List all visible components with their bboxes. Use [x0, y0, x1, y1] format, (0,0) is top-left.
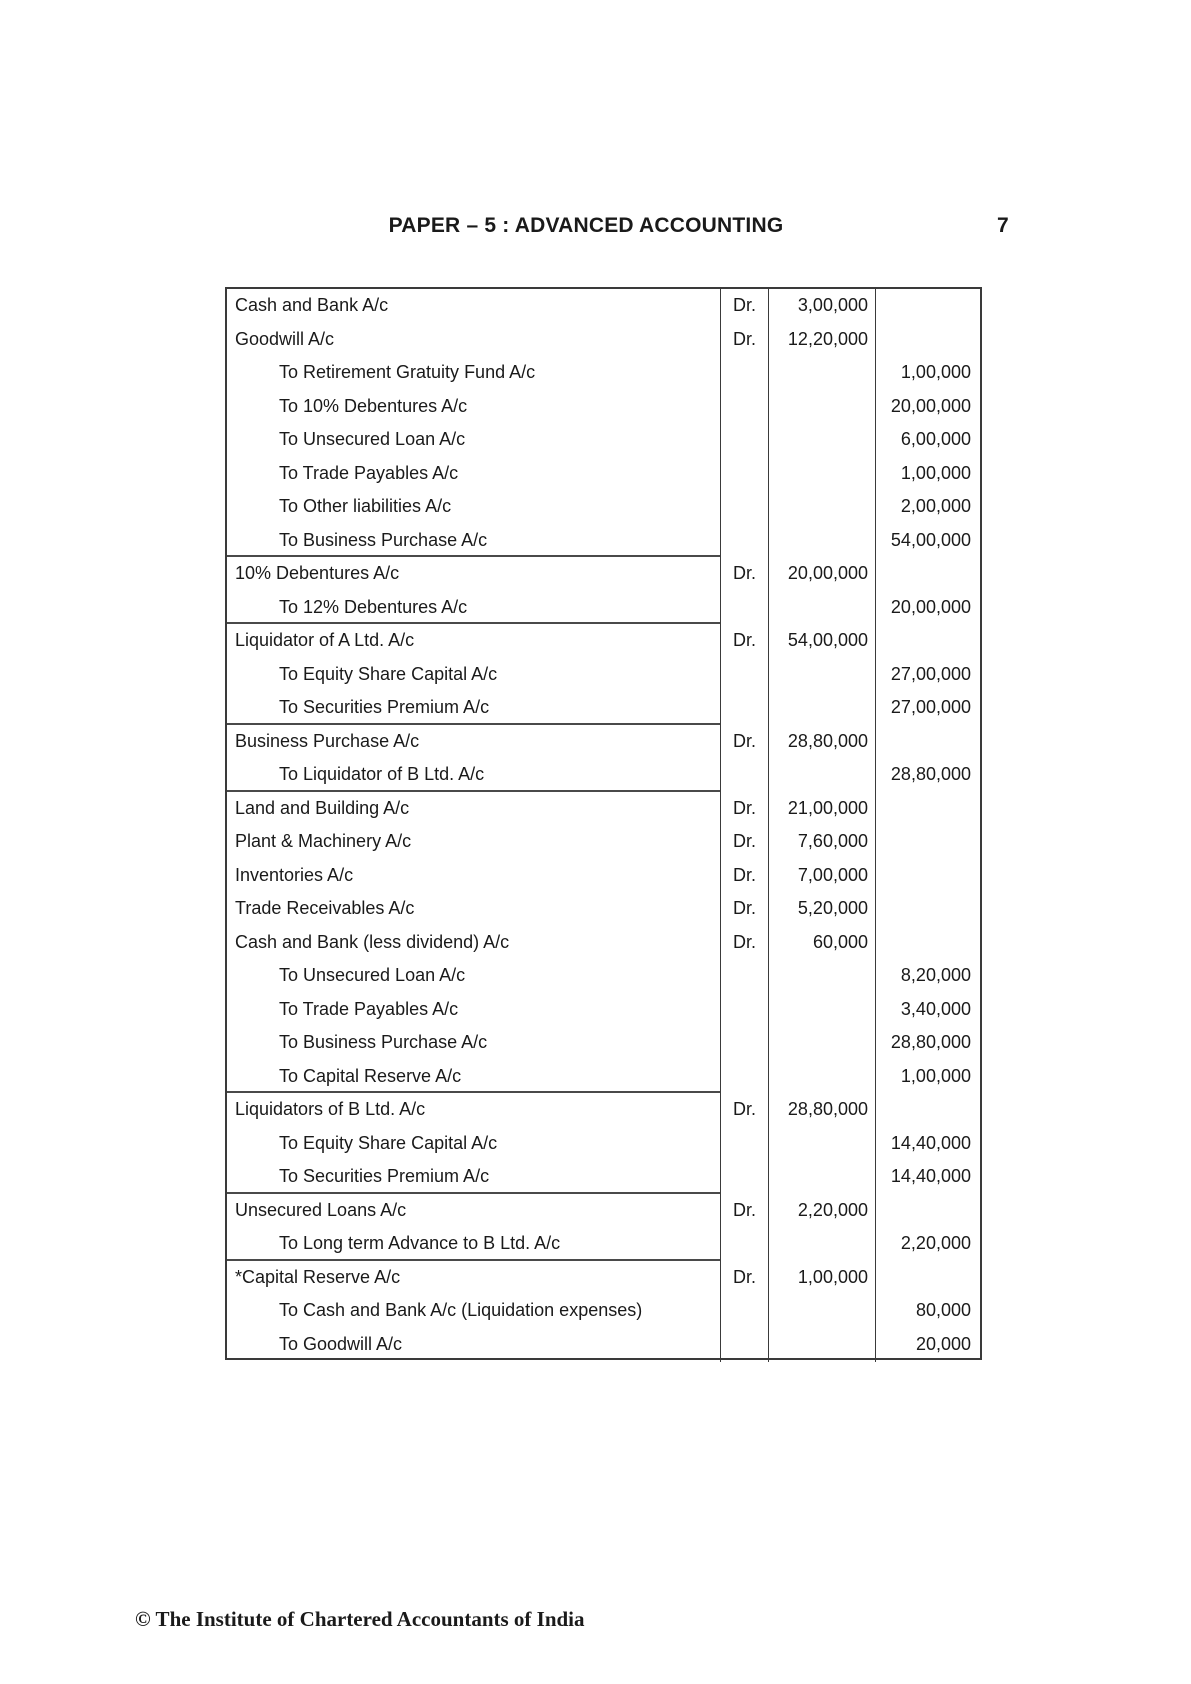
- journal-row-dr-label: [720, 1127, 768, 1161]
- journal-row-credit-amount: [875, 557, 980, 591]
- journal-row-dr-label: Dr.: [720, 289, 768, 323]
- journal-row-particulars: 10% Debentures A/c: [235, 563, 400, 584]
- journal-row-credit-amount: [875, 725, 980, 759]
- journal-row-particulars: To Long term Advance to B Ltd. A/c: [227, 1227, 720, 1261]
- journal-row-dr-label: Dr.: [720, 557, 768, 591]
- journal-row-particulars: Plant & Machinery A/c: [235, 831, 412, 852]
- journal-row-dr-label: [720, 457, 768, 491]
- journal-row-debit-amount: [768, 1294, 875, 1328]
- journal-row-credit-amount: 20,00,000: [875, 390, 980, 424]
- journal-row-dr-label: Dr.: [720, 892, 768, 926]
- journal-row-credit-amount: 28,80,000: [875, 1026, 980, 1060]
- journal-row-debit-amount: 28,80,000: [768, 725, 875, 759]
- journal-row-debit-amount: [768, 490, 875, 524]
- journal-row-debit-amount: [768, 1026, 875, 1060]
- journal-row-particulars: To Equity Share Capital A/c: [279, 663, 498, 684]
- journal-row-dr-label: [720, 1328, 768, 1362]
- journal-row-particulars: To Unsecured Loan A/c: [279, 965, 466, 986]
- journal-row-particulars: To Trade Payables A/c: [279, 462, 459, 483]
- journal-row-particulars: To Capital Reserve A/c: [227, 1060, 720, 1094]
- journal-row-credit-amount: 80,000: [875, 1294, 980, 1328]
- journal-row-credit-amount: 1,00,000: [875, 457, 980, 491]
- journal-row-credit-amount: 20,000: [875, 1328, 980, 1362]
- journal-row-debit-amount: 7,00,000: [768, 859, 875, 893]
- journal-row-credit-amount: [875, 1194, 980, 1228]
- journal-row-dr-label: [720, 691, 768, 725]
- journal-row-credit-amount: 3,40,000: [875, 993, 980, 1027]
- journal-row-credit-amount: 27,00,000: [875, 691, 980, 725]
- journal-row-credit-amount: 14,40,000: [875, 1127, 980, 1161]
- journal-row-debit-amount: 5,20,000: [768, 892, 875, 926]
- journal-row-credit-amount: 6,00,000: [875, 423, 980, 457]
- journal-row-debit-amount: [768, 1328, 875, 1362]
- journal-row-particulars: Cash and Bank (less dividend) A/c: [235, 931, 510, 952]
- journal-row-credit-amount: 54,00,000: [875, 524, 980, 558]
- journal-row-credit-amount: 28,80,000: [875, 758, 980, 792]
- journal-row-credit-amount: 8,20,000: [875, 959, 980, 993]
- journal-row-debit-amount: [768, 356, 875, 390]
- journal-row-dr-label: [720, 758, 768, 792]
- journal-row-credit-amount: [875, 323, 980, 357]
- journal-row-dr-label: Dr.: [720, 725, 768, 759]
- journal-row-dr-label: [720, 1160, 768, 1194]
- journal-row-particulars: To Other liabilities A/c: [279, 496, 452, 517]
- journal-row-debit-amount: [768, 758, 875, 792]
- journal-row-dr-label: Dr.: [720, 792, 768, 826]
- journal-row-dr-label: [720, 993, 768, 1027]
- journal-row-dr-label: Dr.: [720, 1093, 768, 1127]
- journal-row-particulars: To Retirement Gratuity Fund A/c: [279, 362, 536, 383]
- journal-row-credit-amount: 20,00,000: [875, 591, 980, 625]
- journal-row-debit-amount: 60,000: [768, 926, 875, 960]
- journal-row-dr-label: [720, 1294, 768, 1328]
- journal-row-debit-amount: [768, 1160, 875, 1194]
- journal-row-debit-amount: [768, 524, 875, 558]
- footer-copyright: © The Institute of Chartered Accountants of India: [135, 1607, 585, 1631]
- journal-row-dr-label: [720, 959, 768, 993]
- journal-row-particulars: To Trade Payables A/c: [279, 998, 459, 1019]
- journal-row-particulars: To Goodwill A/c: [279, 1333, 403, 1354]
- journal-row-debit-amount: 21,00,000: [768, 792, 875, 826]
- journal-row-debit-amount: 7,60,000: [768, 825, 875, 859]
- journal-row-particulars: Land and Building A/c: [235, 797, 410, 818]
- journal-row-credit-amount: [875, 624, 980, 658]
- journal-row-debit-amount: [768, 691, 875, 725]
- journal-row-dr-label: Dr.: [720, 859, 768, 893]
- journal-row-credit-amount: 2,20,000: [875, 1227, 980, 1261]
- journal-row-dr-label: Dr.: [720, 1261, 768, 1295]
- journal-row-debit-amount: 20,00,000: [768, 557, 875, 591]
- journal-row-debit-amount: [768, 1060, 875, 1094]
- journal-row-dr-label: Dr.: [720, 323, 768, 357]
- journal-row-particulars: Trade Receivables A/c: [235, 898, 415, 919]
- journal-row-dr-label: [720, 390, 768, 424]
- journal-row-dr-label: Dr.: [720, 1194, 768, 1228]
- journal-row-credit-amount: 1,00,000: [875, 1060, 980, 1094]
- journal-row-credit-amount: [875, 792, 980, 826]
- journal-row-debit-amount: [768, 457, 875, 491]
- journal-row-credit-amount: [875, 1093, 980, 1127]
- page-title: PAPER – 5 : ADVANCED ACCOUNTING: [388, 214, 784, 237]
- journal-row-particulars: To Cash and Bank A/c (Liquidation expenses): [279, 1300, 643, 1321]
- journal-row-debit-amount: 54,00,000: [768, 624, 875, 658]
- journal-row-particulars: To Liquidator of B Ltd. A/c: [227, 758, 720, 792]
- journal-row-particulars: Liquidator of A Ltd. A/c: [235, 630, 415, 651]
- journal-row-credit-amount: 2,00,000: [875, 490, 980, 524]
- journal-row-dr-label: Dr.: [720, 624, 768, 658]
- journal-row-dr-label: [720, 1227, 768, 1261]
- journal-row-debit-amount: [768, 390, 875, 424]
- journal-row-credit-amount: [875, 926, 980, 960]
- journal-row-dr-label: Dr.: [720, 825, 768, 859]
- journal-row-particulars: Goodwill A/c: [235, 328, 335, 349]
- journal-row-dr-label: [720, 1026, 768, 1060]
- journal-row-particulars: To Business Purchase A/c: [227, 524, 720, 558]
- journal-row-dr-label: [720, 1060, 768, 1094]
- journal-row-debit-amount: [768, 1227, 875, 1261]
- journal-row-debit-amount: [768, 1127, 875, 1161]
- journal-row-credit-amount: 14,40,000: [875, 1160, 980, 1194]
- journal-row-particulars: To Unsecured Loan A/c: [279, 429, 466, 450]
- journal-row-dr-label: [720, 490, 768, 524]
- journal-row-particulars: Liquidators of B Ltd. A/c: [235, 1099, 426, 1120]
- journal-row-particulars: To Equity Share Capital A/c: [279, 1132, 498, 1153]
- journal-row-dr-label: [720, 423, 768, 457]
- journal-row-dr-label: [720, 658, 768, 692]
- journal-row-particulars: *Capital Reserve A/c: [235, 1266, 401, 1287]
- journal-row-dr-label: [720, 591, 768, 625]
- journal-row-particulars: To 10% Debentures A/c: [279, 395, 468, 416]
- journal-row-debit-amount: 12,20,000: [768, 323, 875, 357]
- page-number: 7: [997, 214, 1009, 237]
- journal-row-debit-amount: [768, 423, 875, 457]
- journal-row-debit-amount: 3,00,000: [768, 289, 875, 323]
- journal-row-credit-amount: [875, 892, 980, 926]
- journal-row-credit-amount: [875, 859, 980, 893]
- journal-row-dr-label: [720, 356, 768, 390]
- journal-row-debit-amount: [768, 993, 875, 1027]
- journal-row-debit-amount: 2,20,000: [768, 1194, 875, 1228]
- journal-row-credit-amount: [875, 825, 980, 859]
- journal-row-debit-amount: [768, 591, 875, 625]
- journal-row-particulars: To 12% Debentures A/c: [227, 591, 720, 625]
- journal-row-debit-amount: [768, 658, 875, 692]
- journal-row-particulars: Business Purchase A/c: [235, 730, 420, 751]
- journal-row-dr-label: Dr.: [720, 926, 768, 960]
- journal-row-dr-label: [720, 524, 768, 558]
- journal-entries-table: [225, 287, 982, 1360]
- journal-row-particulars: To Securities Premium A/c: [227, 1160, 720, 1194]
- journal-row-debit-amount: 1,00,000: [768, 1261, 875, 1295]
- journal-row-particulars: Unsecured Loans A/c: [235, 1199, 407, 1220]
- journal-row-credit-amount: 27,00,000: [875, 658, 980, 692]
- journal-row-particulars: To Business Purchase A/c: [279, 1032, 488, 1053]
- journal-row-credit-amount: [875, 289, 980, 323]
- journal-row-credit-amount: [875, 1261, 980, 1295]
- journal-row-particulars: Inventories A/c: [235, 864, 354, 885]
- journal-row-debit-amount: [768, 959, 875, 993]
- journal-row-particulars: To Securities Premium A/c: [227, 691, 720, 725]
- journal-row-credit-amount: 1,00,000: [875, 356, 980, 390]
- journal-row-particulars: Cash and Bank A/c: [235, 295, 389, 315]
- journal-row-debit-amount: 28,80,000: [768, 1093, 875, 1127]
